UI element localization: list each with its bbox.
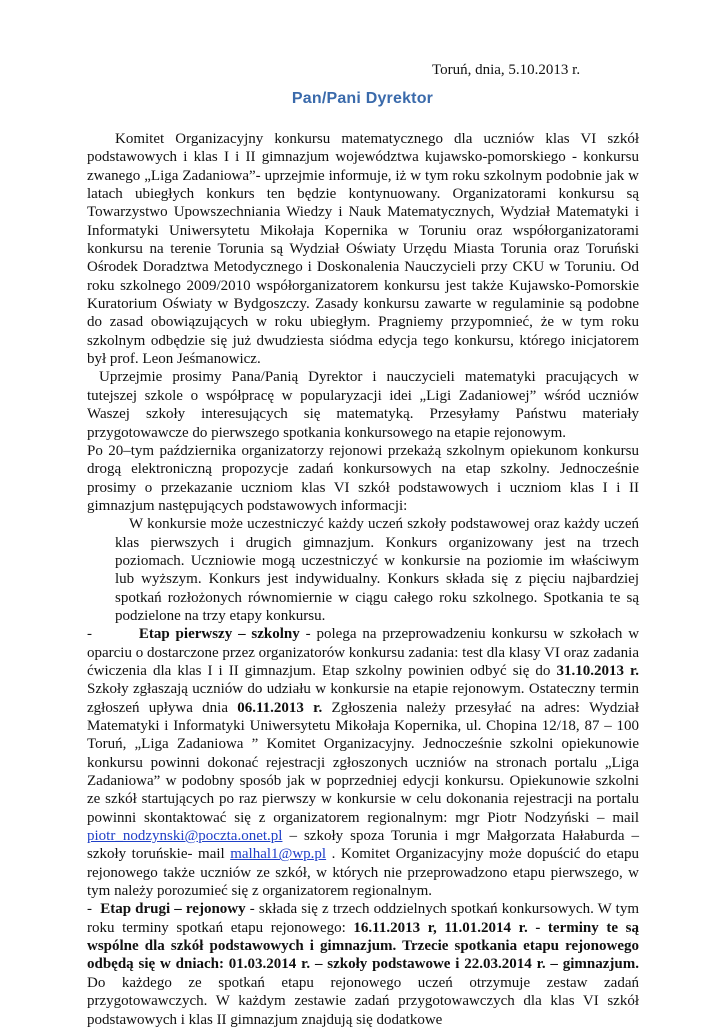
paragraph-introduction: Komitet Organizacyjny konkursu matematycznego dla uczniów klas VI szkół podstawowych i klas I i II gimnazjum województwa kujawsko-pomorskiego - konkursu zwanego „Liga Zadaniowa”- uprzejmie informuje, iż w tym roku szkolnym podobnie jak w latach ubiegłych konkurs ten będzie kontynuowany. Organizatorami konkursu są Towarzystwo Upowszechniania Wiedzy i Nauk Matematycznych, Wydział Matematyki i Informatyki Uniwersytetu Mikołaja Kopernika w Toruniu oraz współorganizatorami konkursu na terenie Torunia są Wydział Oświaty Urzędu Miasta Torunia oraz Toruński Ośrodek Doradztwa Metodycznego i Doskonalenia Nauczycieli przy CKU w Toruniu. Od roku szkolnego 2009/2010 współorganizatorem konkursu jest także Kujawsko-Pomorskie Kuratorium Oświaty w Bydgoszczy. Zasady konkursu zawarte w regulaminie są podobne do zasad obowiązujących w roku ubiegłym. Pragniemy przypomnieć, że w tym roku szkolnym odbędzie się już dwudziesta siódma edycja tego konkursu, którego inicjatorem był prof. Leon Jeśmanowicz. (87, 131, 639, 368)
stage-one-title: Etap pierwszy – szkolny (138, 626, 300, 643)
stage-two-text-1: - składa się z trzech oddzielnych spotkań konkursowych. W tym roku terminy spotkań etapu rejonowego: (87, 901, 640, 936)
salutation-heading: Pan/Pani Dyrektor (291, 90, 434, 107)
paragraph-information: Po 20–tym października organizatorzy rejonowi przekażą szkolnym opiekunom konkursu drogą elektroniczną propozycje zadań konkursowych na etap szkolny. Jednocześnie prosimy o przekazanie uczniom klas VI szkół podstawowych i uczniom klas I i II gimnazjum następujących podstawowych informacji: (87, 442, 639, 514)
stage-two-dates: 16.11.2013 r, 11.01.2014 r. - terminy te są wspólne dla szkół podstawowych i gimnazjum. Trzecie spotkania etapu rejonowego odbędą się w dniach: 01.03.2014 r. – szkoły podstawowe i 22.03.2014 r. – gimnazjum. (87, 919, 639, 973)
stage-one-text-4: – szkoły spoza Torunia i mgr Małgorzata Hałaburda – szkoły toruńskie- mail (87, 828, 639, 863)
stage-one-paragraph (87, 625, 639, 900)
date-line: Toruń, dnia, 5.10.2013 r. (432, 62, 581, 78)
stage-one-text-3: Zgłoszenia należy przesyłać na adres: Wydział Matematyki i Informatyki Uniwersytetu Mikołaja Kopernika, ul. Chopina 12/18, 87 – 100 Toruń, „Liga Zadaniowa ” Komitet Organizacyjny. Jednocześnie szkolni opiekunowie konkursu powinni dokonać rejestracji zgłoszonych uczniów na stronach portalu „Liga Zadaniowa” w podobny sposób jak w poprzedniej edycji konkursu. Opiekunowie szkolni ze szkół startujących po raz pierwszy w konkursie w celu dokonania rejestracji na portalu powinni skontaktować się z organizatorem regionalnym: mgr Piotr Nodzyński – mail (87, 699, 639, 826)
email-link-halaburda[interactable]: malhal1@wp.pl (230, 846, 327, 863)
stage-two-text-2: Do każdego ze spotkań etapu rejonowego uczeń otrzymuje zestaw zadań przygotowawczych. W każdym zestawie zadań przygotowawczych dla klas VI szkół podstawowych i klas II gimnazjum znajdują się dodatkowe (87, 974, 639, 1028)
stage-one-text-2: Szkoły zgłaszają uczniów do udziału w konkursie na etapie rejonowym. Ostateczny termin zgłoszeń upływa dnia (87, 681, 639, 716)
email-link-nodzynski[interactable]: piotr_nodzynski@poczta.onet.pl (87, 828, 283, 845)
letter-body (87, 130, 639, 1029)
stage-one-text-5: . Komitet Organizacyjny może dopuścić do etapu rejonowego także uczniów ze szkół, w których nie przeprowadzono etapu pierwszego, w tym należy porozumieć się z organizatorem regionalnym. (87, 846, 639, 900)
stage-one-text-1: - polega na przeprowadzeniu konkursu w szkołach w oparciu o dostarczone przez organizatorów konkursu zadania: test dla klasy VI oraz zadania ćwiczenia dla klas I i II gimnazjum. Etap szkolny powinien odbyć się do (87, 626, 640, 679)
paragraph-request: Uprzejmie prosimy Pana/Panią Dyrektor i nauczycieli matematyki pracujących w tutejszej szkole o współpracę w popularyzacji idei „Ligi Zadaniowej” wśród uczniów Waszej szkoły interesujących się matematyką. Przesyłamy Państwu materiały przygotowawcze do pierwszego spotkania konkursowego na etapie rejonowym. (87, 369, 639, 441)
stage-two-title: Etap drugi – rejonowy (100, 901, 246, 918)
stage-two-paragraph (87, 900, 639, 1028)
stage-one-registration-deadline: 06.11.2013 r. (237, 699, 323, 716)
list-dash: - (87, 626, 92, 643)
paragraph-contest-rules: W konkursie może uczestniczyć każdy uczeń szkoły podstawowej oraz każdy uczeń klas pierwszych i drugich gimnazjum. Konkurs organizowany jest na trzech poziomach. Uczniowie mogą uczestniczyć w konkursie na poziomie im właściwym lub wyższym. Konkurs jest indywidualny. Konkurs składa się z pięciu najbardziej spotkań rozłożonych równomiernie w ciągu całego roku szkolnego. Spotkania te są podzielone na trzy etapy konkursu. (115, 516, 639, 624)
stage-one-deadline: 31.10.2013 r. (556, 662, 639, 679)
list-dash: - (87, 901, 92, 918)
